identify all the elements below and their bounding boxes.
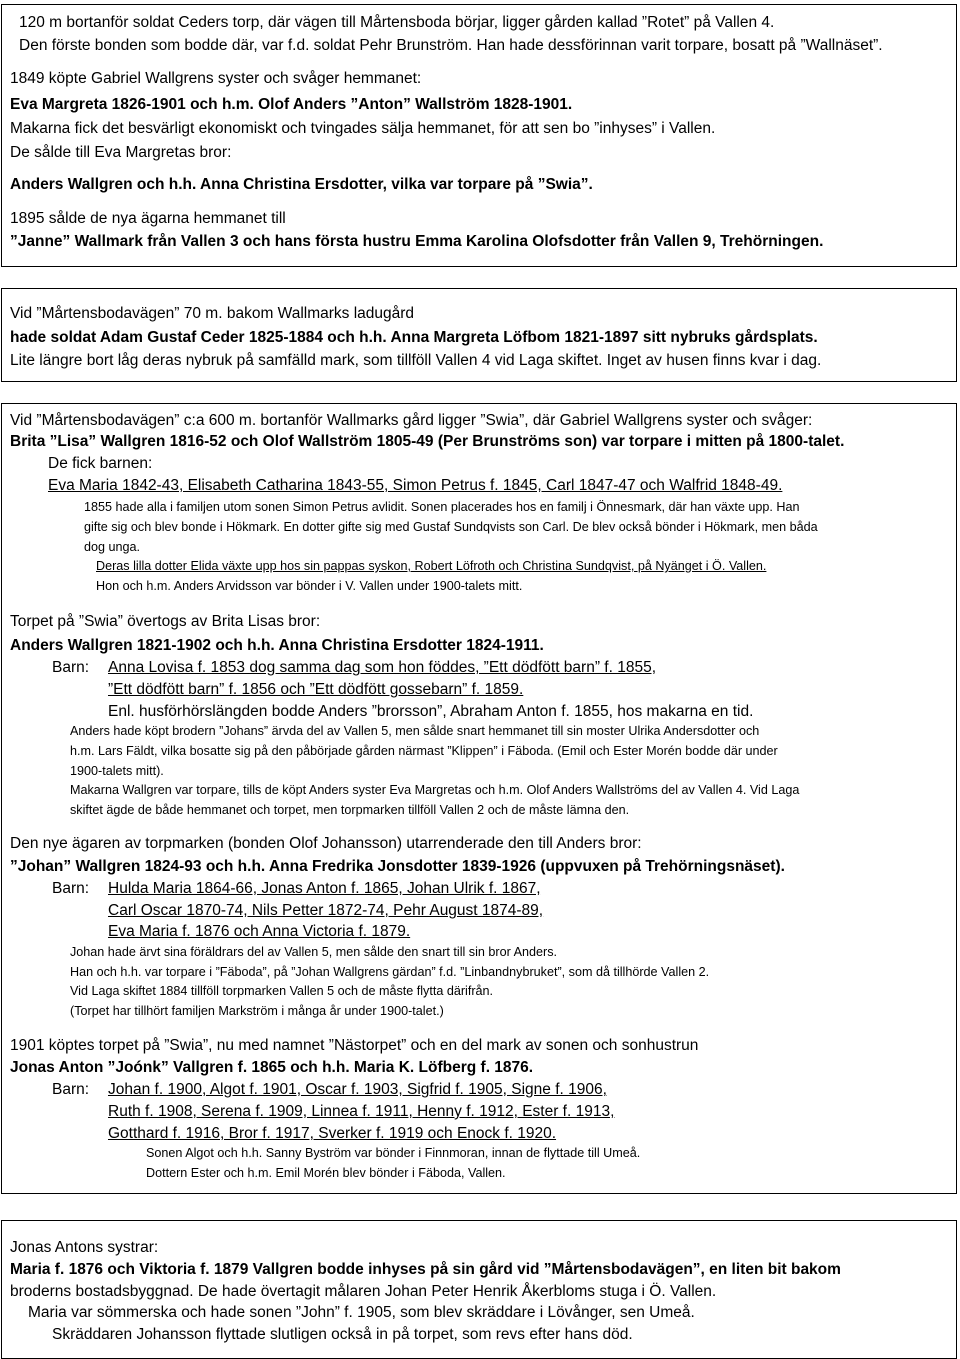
text-line: Hon och h.m. Anders Arvidsson var bönder i V. Vallen under 1900-talets mitt. [96, 579, 523, 593]
text-line: Anders Wallgren 1821-1902 och h.h. Anna Christina Ersdotter 1824-1911. [10, 637, 544, 654]
text-line: Eva Margreta 1826-1901 och h.m. Olof Anders ”Anton” Wallström 1828-1901. [10, 96, 573, 113]
text-line: De sålde till Eva Margretas bror: [10, 144, 232, 161]
text-line: 1900-talets mitt). [70, 764, 164, 778]
text-line: Johan f. 1900, Algot f. 1901, Oscar f. 1903, Sigfrid f. 1905, Signe f. 1906, [108, 1081, 607, 1098]
text-line: 1849 köpte Gabriel Wallgrens syster och svåger hemmanet: [10, 70, 422, 87]
text-line: ”Janne” Wallmark från Vallen 3 och hans första hustru Emma Karolina Olofsdotter från Vallen 9, Trehörningen. [10, 233, 824, 250]
text-line: Barn: [52, 880, 90, 897]
text-line: Makarna fick det besvärligt ekonomiskt och tvingades sälja hemmanet, för att sen bo ”inhyses” i Vallen. [10, 120, 716, 137]
text-line: Den nye ägaren av torpmarken (bonden Olof Johansson) utarrenderade den till Anders bror: [10, 835, 642, 852]
text-line: Lite längre bort låg deras nybruk på samfälld mark, som tillföll Vallen 4 vid Laga skiftet. Inget av husen finns kvar i dag. [10, 352, 822, 369]
text-line: Brita ”Lisa” Wallgren 1816-52 och Olof Wallström 1805-49 (Per Brunströms son) var torpare i mitten på 1800-talet. [10, 433, 845, 450]
text-line: Anders Wallgren och h.h. Anna Christina Ersdotter, vilka var torpare på ”Swia”. [10, 176, 593, 193]
text-line: Eva Maria 1842-43, Elisabeth Catharina 1843-55, Simon Petrus f. 1845, Carl 1847-47 och Walfrid 1848-49. [48, 477, 783, 494]
text-line: Eva Maria f. 1876 och Anna Victoria f. 1879. [108, 923, 411, 940]
text-line: Gotthard f. 1916, Bror f. 1917, Sverker f. 1919 och Enock f. 1920. [108, 1125, 557, 1142]
text-line: Sonen Algot och h.h. Sanny Byström var bönder i Finnmoran, innan de flyttade till Umeå. [146, 1146, 641, 1160]
text-line: Jonas Anton ”Joónk” Vallgren f. 1865 och h.h. Maria K. Löfberg f. 1876. [10, 1059, 534, 1076]
text-line: Anders hade köpt brodern ”Johans” ärvda del av Vallen 5, men sålde snart hemmanet till sin moster Ulrika Andersdotter och [70, 724, 760, 738]
text-line: Barn: [52, 1081, 90, 1098]
text-line: broderns bostadsbyggnad. De hade övertagit målaren Johan Peter Henrik Åkerbloms stuga i Ö. Vallen. [10, 1283, 717, 1300]
text-line: Carl Oscar 1870-74, Nils Petter 1872-74, Pehr August 1874-89, [108, 902, 544, 919]
text-line: 1855 hade alla i familjen utom sonen Simon Petrus avlidit. Sonen placerades hos en familj i Önnesmark, där han växte upp. Han [84, 500, 800, 514]
text-line: Vid ”Mårtensbodavägen” c:a 600 m. bortanför Wallmarks gård ligger ”Swia”, där Gabriel Wallgrens syster och svåger: [10, 412, 813, 429]
text-line: Han och h.h. var torpare i ”Fäboda”, på ”Johan Wallgrens gärdan” f.d. ”Linbandnybruket”, som då tillhörde Vallen 2. [70, 965, 710, 979]
text-line: dog unga. [84, 540, 141, 554]
text-line: Deras lilla dotter Elida växte upp hos sin pappas syskon, Robert Löfroth och Christina Sundqvist, på Nyänget i Ö. Vallen. [96, 559, 767, 573]
text-line: (Torpet har tillhört familjen Markström i många år under 1900-talet.) [70, 1004, 444, 1018]
text-line: Barn: [52, 659, 90, 676]
text-line: hade soldat Adam Gustaf Ceder 1825-1884 och h.h. Anna Margreta Löfbom 1821-1897 sitt nybruks gårdsplats. [10, 329, 818, 346]
text-line: Enl. husförhörslängden bodde Anders ”brorsson”, Abraham Anton f. 1855, hos makarna en tid. [108, 703, 754, 720]
text-line: Maria var sömmerska och hade sonen ”John” f. 1905, som blev skräddare i Lövånger, sen Umeå. [28, 1304, 695, 1321]
text-line: skiftet ägde de både hemmanet och torpet, men torpmarken tillföll Vallen 2 och de måste lämna den. [70, 803, 630, 817]
text-line: ”Johan” Wallgren 1824-93 och h.h. Anna Fredrika Jonsdotter 1839-1926 (uppvuxen på Trehörningsnäset). [10, 858, 785, 875]
text-line: Makarna Wallgren var torpare, tills de köpt Anders syster Eva Margretas och h.m. Olof Anders Wallströms del av Vallen 4. Vid Laga [70, 783, 800, 797]
text-line: Torpet på ”Swia” övertogs av Brita Lisas bror: [10, 613, 321, 630]
text-line: De fick barnen: [48, 455, 153, 472]
text-line: Dottern Ester och h.m. Emil Morén blev bönder i Fäboda, Vallen. [146, 1166, 506, 1180]
text-line: Skräddaren Johansson flyttade slutligen också in på torpet, som revs efter hans död. [52, 1326, 633, 1343]
text-line: Vid Laga skiftet 1884 tillföll torpmarken Vallen 5 och de måste flytta därifrån. [70, 984, 494, 998]
text-line: gifte sig och blev bonde i Hökmark. En dotter gifte sig med Gustaf Sundqvists son Carl. De blev också bönder i Hökmark, men båda [84, 520, 818, 534]
text-line: h.m. Lars Fäldt, vilka bosatte sig på den påbörjade gården närmast ”Klippen” i Fäboda. (Emil och Ester Morén bodde där under [70, 744, 778, 758]
text-line: 120 m bortanför soldat Ceders torp, där vägen till Mårtensboda börjar, ligger gården kallad ”Rotet” på Vallen 4. [19, 14, 775, 31]
text-line: 1901 köptes torpet på ”Swia”, nu med namnet ”Nästorpet” och en del mark av sonen och sonhustrun [10, 1037, 699, 1054]
text-line: Anna Lovisa f. 1853 dog samma dag som hon föddes, ”Ett dödfött barn” f. 1855, [108, 659, 657, 676]
text-line: Hulda Maria 1864-66, Jonas Anton f. 1865, Johan Ulrik f. 1867, [108, 880, 541, 897]
text-line: ”Ett dödfött barn” f. 1856 och ”Ett dödfött gossebarn” f. 1859. [108, 681, 524, 698]
text-line: 1895 sålde de nya ägarna hemmanet till [10, 210, 286, 227]
text-line: Ruth f. 1908, Serena f. 1909, Linnea f. 1911, Henny f. 1912, Ester f. 1913, [108, 1103, 615, 1120]
text-line: Jonas Antons systrar: [10, 1239, 159, 1256]
text-line: Johan hade ärvt sina föräldrars del av Vallen 5, men sålde den snart till sin bror Anders. [70, 945, 557, 959]
text-line: Vid ”Mårtensbodavägen” 70 m. bakom Wallmarks ladugård [10, 305, 415, 322]
text-line: Den förste bonden som bodde där, var f.d. soldat Pehr Brunström. Han hade dessförinnan varit torpare, bosatt på ”Wallnäset”. [19, 37, 883, 54]
text-line: Maria f. 1876 och Viktoria f. 1879 Vallgren bodde inhyses på sin gård vid ”Mårtensbodavägen”, en liten bit bakom [10, 1261, 841, 1278]
